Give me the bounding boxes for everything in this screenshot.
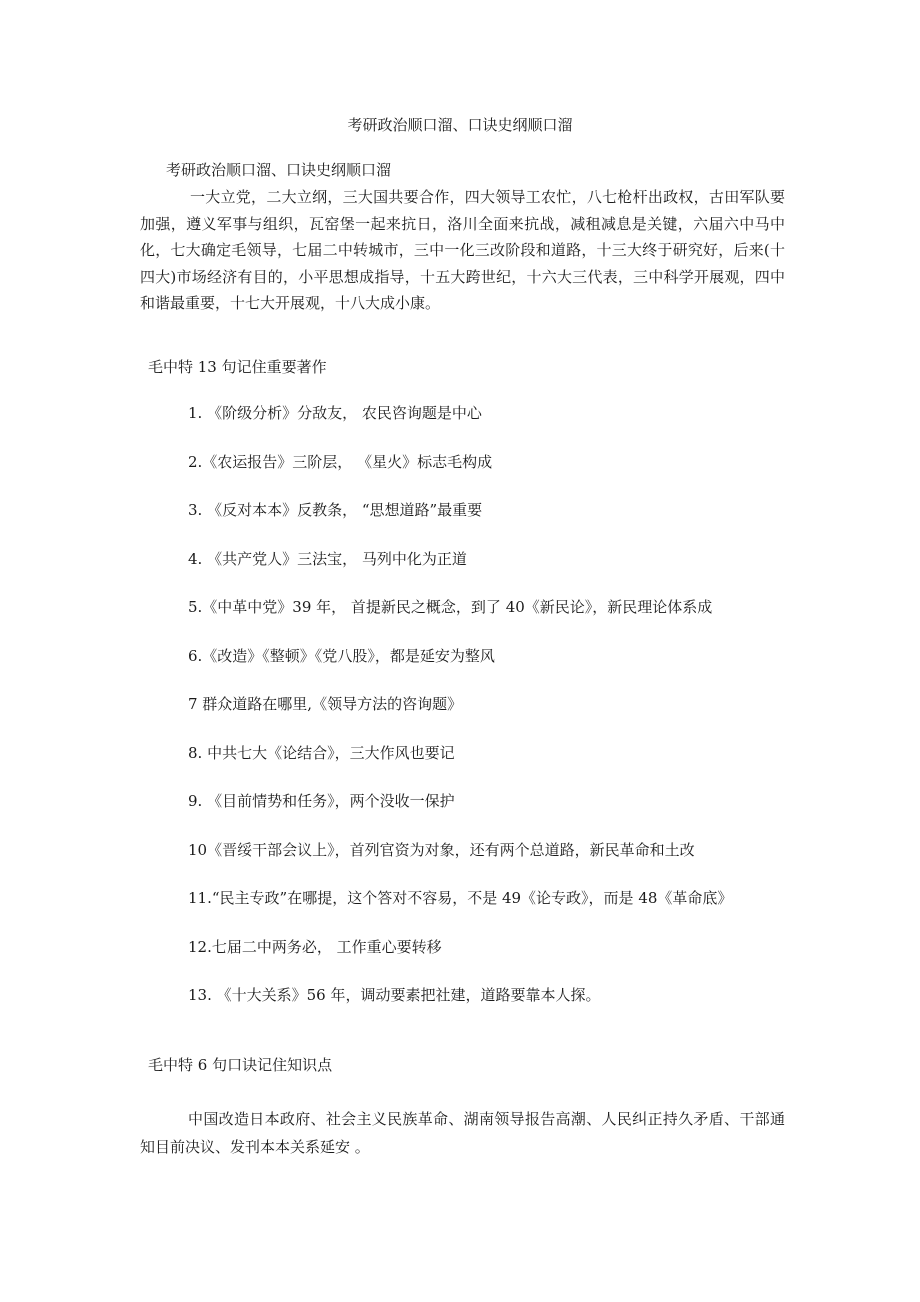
list-item: 6.《改造》《整顿》《党八股》，都是延安为整风 — [188, 646, 495, 665]
section-heading-knowledge: 毛中特 6 句口诀记住知识点 — [148, 1056, 333, 1074]
list-item: 7 群众道路在哪里,《领导方法的咨询题》 — [188, 695, 463, 713]
list-item: 8. 中共七大《论结合》，三大作风也要记 — [188, 743, 455, 762]
knowledge-paragraph: 中国改造日本政府、社会主义民族革命、湖南领导报告高潮、人民纠正持久矛盾、干部通知目前决议、发刊本本关系延安 。 — [140, 1110, 785, 1156]
list-item: 3. 《反对本本》反教条， “思想道路”最重要 — [188, 501, 483, 519]
works-list — [188, 403, 788, 1034]
document-title: 考研政治顺口溜、口诀史纲顺口溜 — [347, 116, 573, 134]
list-item: 2.《农运报告》三阶层， 《星火》标志毛构成 — [188, 452, 493, 471]
list-item: 13. 《十大关系》56 年，调动要素把社建，道路要靠本人探。 — [188, 986, 601, 1004]
list-item: 5.《中革中党》39 年， 首提新民之概念，到了 40《新民论》，新民理论体系成 — [188, 598, 713, 616]
list-item: 11.“民主专政”在哪提，这个答对不容易，不是 49《论专政》，而是 48《革命底》 — [188, 889, 733, 907]
list-item: 4. 《共产党人》三法宝， 马列中化为正道 — [188, 549, 467, 568]
intro-heading: 考研政治顺口溜、口诀史纲顺口溜 — [166, 161, 392, 179]
list-item: 12.七届二中两务必， 工作重心要转移 — [188, 937, 442, 956]
list-item: 10《晋绥干部会议上》，首列官资为对象，还有两个总道路，新民革命和土改 — [188, 840, 695, 859]
list-item: 1. 《阶级分析》分敌友， 农民咨询题是中心 — [188, 404, 482, 422]
intro-paragraph: 一大立党，二大立纲，三大国共要合作，四大领导工农忙，八七枪杆出政权，古田军队要加强，遵义军事与组织，瓦窑堡一起来抗日，洛川全面来抗战，减租减息是关键，六届六中马中化，七大确定毛领导，七届二中转城市，三中一化三改阶段和道路，十三大终于研究好，后来(十四大)市场经济有目的，小平思想成指导，十五大跨世纪，十六大三代表，三中科学开展观，四中和谐最重要，十七大开展观，十八大成小康。 — [140, 188, 785, 312]
list-item: 9. 《目前情势和任务》，两个没收一保护 — [188, 792, 455, 810]
section-heading-works: 毛中特 13 句记住重要著作 — [148, 358, 327, 376]
